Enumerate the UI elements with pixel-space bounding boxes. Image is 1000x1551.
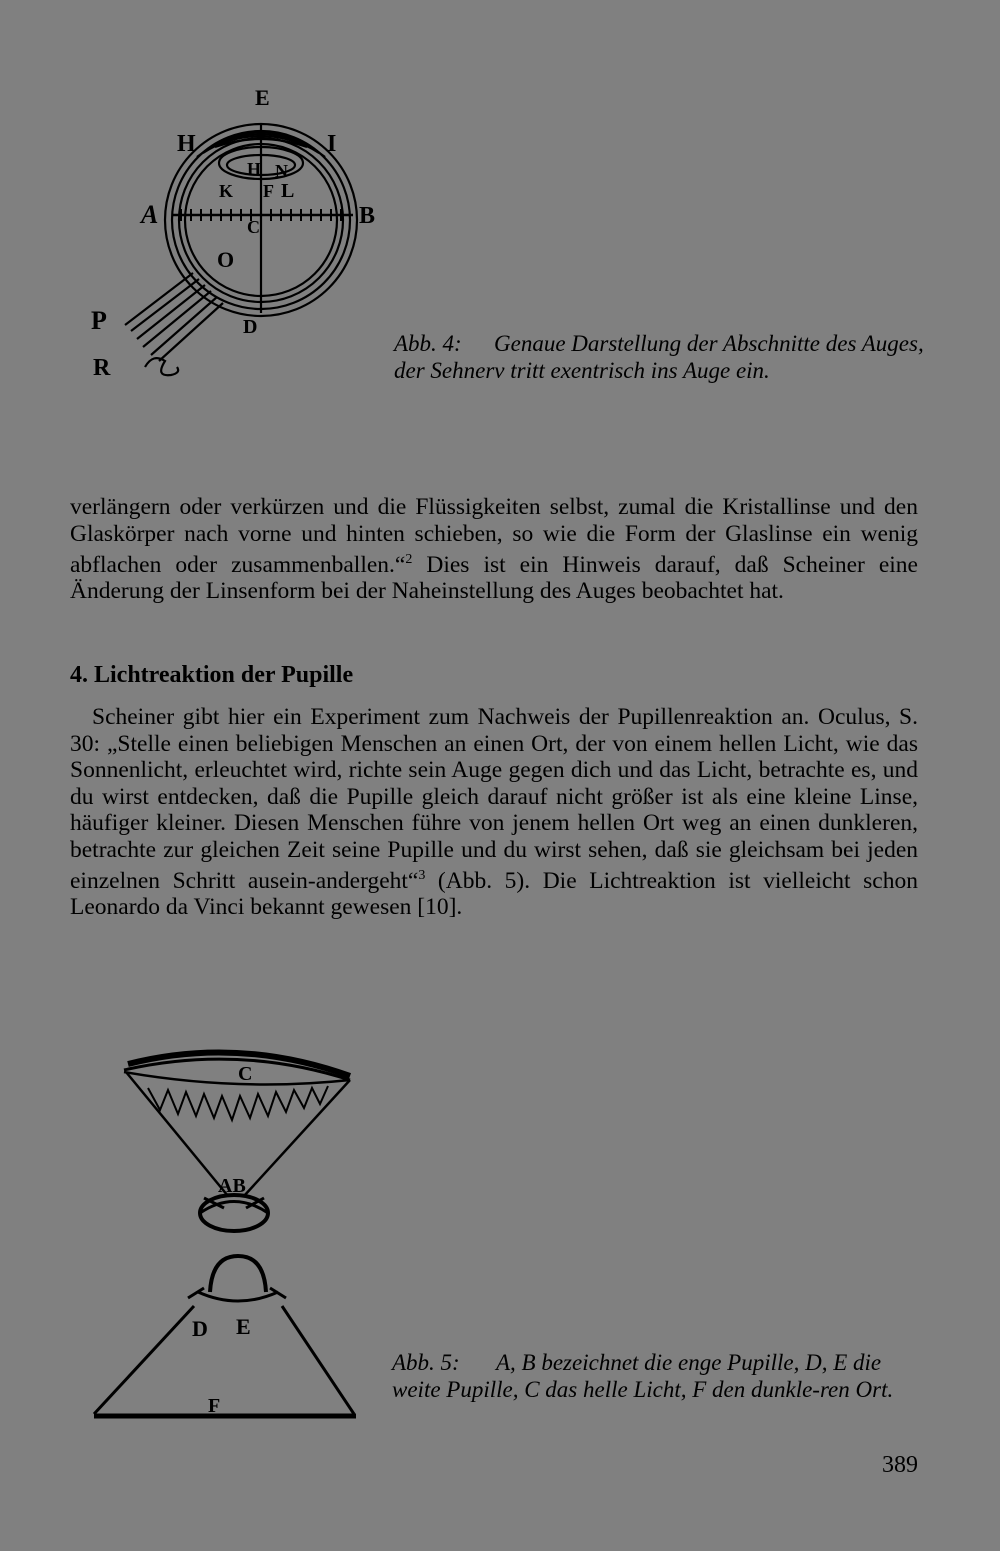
paragraph-1-rest: Dies ist ein Hinweis darauf, daß Scheiner eine Änderung der Linsenform bei der Naheinstellung des Auges beobachtet hat. [70, 551, 918, 605]
label-AB: AB [218, 1175, 246, 1197]
label-inner-K: K [219, 181, 234, 201]
label-E: E [255, 85, 270, 110]
paragraph-2-rest: (Abb. 5). Die Lichtreaktion ist vielleicht schon Leonardo da Vinci bekannt gewesen [10]. [70, 867, 918, 921]
section-heading: 4. Lichtreaktion der Pupille [70, 662, 354, 688]
label-F: F [208, 1395, 221, 1417]
body-paragraph-1 [70, 494, 918, 605]
label-I: I [327, 131, 337, 157]
label-O: O [217, 247, 235, 272]
figure-4-eye-diagram [85, 85, 395, 395]
figure-4-caption-text: Genaue Darstellung der Abschnitte des Auges, der Sehnerv tritt exentrisch ins Auge ein. [394, 331, 924, 383]
label-D: D [243, 316, 258, 338]
paragraph-1-text: verlängern oder verkürzen und die Flüssigkeiten selbst, zumal die Kristallinse und den Glaskörper nach vorne und hinten schieben, so wie die Form der Glaslinse ein wenig abflachen oder zusammenballen.“ [70, 494, 918, 578]
figure-4-caption [394, 330, 924, 384]
eye-section-drawing [85, 85, 395, 395]
label-D: D [192, 1316, 208, 1341]
label-P: P [91, 306, 107, 335]
label-A: A [141, 200, 159, 229]
page-number: 389 [882, 1452, 918, 1478]
label-inner-H: H [247, 159, 262, 179]
figure-5-caption [392, 1349, 920, 1403]
figure-5-caption-text: A, B bezeichnet die enge Pupille, D, E die weite Pupille, C das helle Licht, F den dunkle-ren Ort. [392, 1350, 894, 1402]
label-inner-F: F [263, 181, 274, 201]
label-R: R [93, 355, 111, 381]
label-H: H [177, 131, 196, 157]
figure-5-caption-label: Abb. 5: [392, 1350, 460, 1375]
label-inner-L: L [281, 180, 295, 202]
footnote-ref-2: 2 [405, 552, 413, 567]
label-B: B [359, 203, 376, 229]
label-C: C [247, 217, 260, 237]
footnote-ref-3: 3 [418, 868, 426, 883]
label-E: E [236, 1314, 251, 1339]
pupil-reaction-drawing [88, 1030, 368, 1430]
label-inner-N: N [275, 161, 288, 181]
paragraph-2-text: Scheiner gibt hier ein Experiment zum Nachweis der Pupillenreaktion an. Oculus, S. 30: „Stelle einen beliebigen Menschen an einen Ort, der von einem hellen Licht, wie das Sonnenlicht, erleuchtet wird, richte sein Auge gegen dich und das Licht, betrachte es, und du wirst entdecken, daß die Pupille gleich darauf nicht größer ist als eine kleine Linse, häufiger kleiner. Diesen Menschen führe von jenem hellen Ort weg an einen dunkleren, betrachte zur gleichen Zeit seine Pupille und du wirst sehen, daß sie gleichsam bei jeden einzelnen Schritt ausein-andergeht“ [70, 704, 918, 894]
body-paragraph-2 [70, 704, 918, 921]
label-C: C [238, 1063, 253, 1085]
figure-4-caption-label: Abb. 4: [394, 331, 462, 356]
figure-5-pupil-diagram [88, 1030, 368, 1430]
